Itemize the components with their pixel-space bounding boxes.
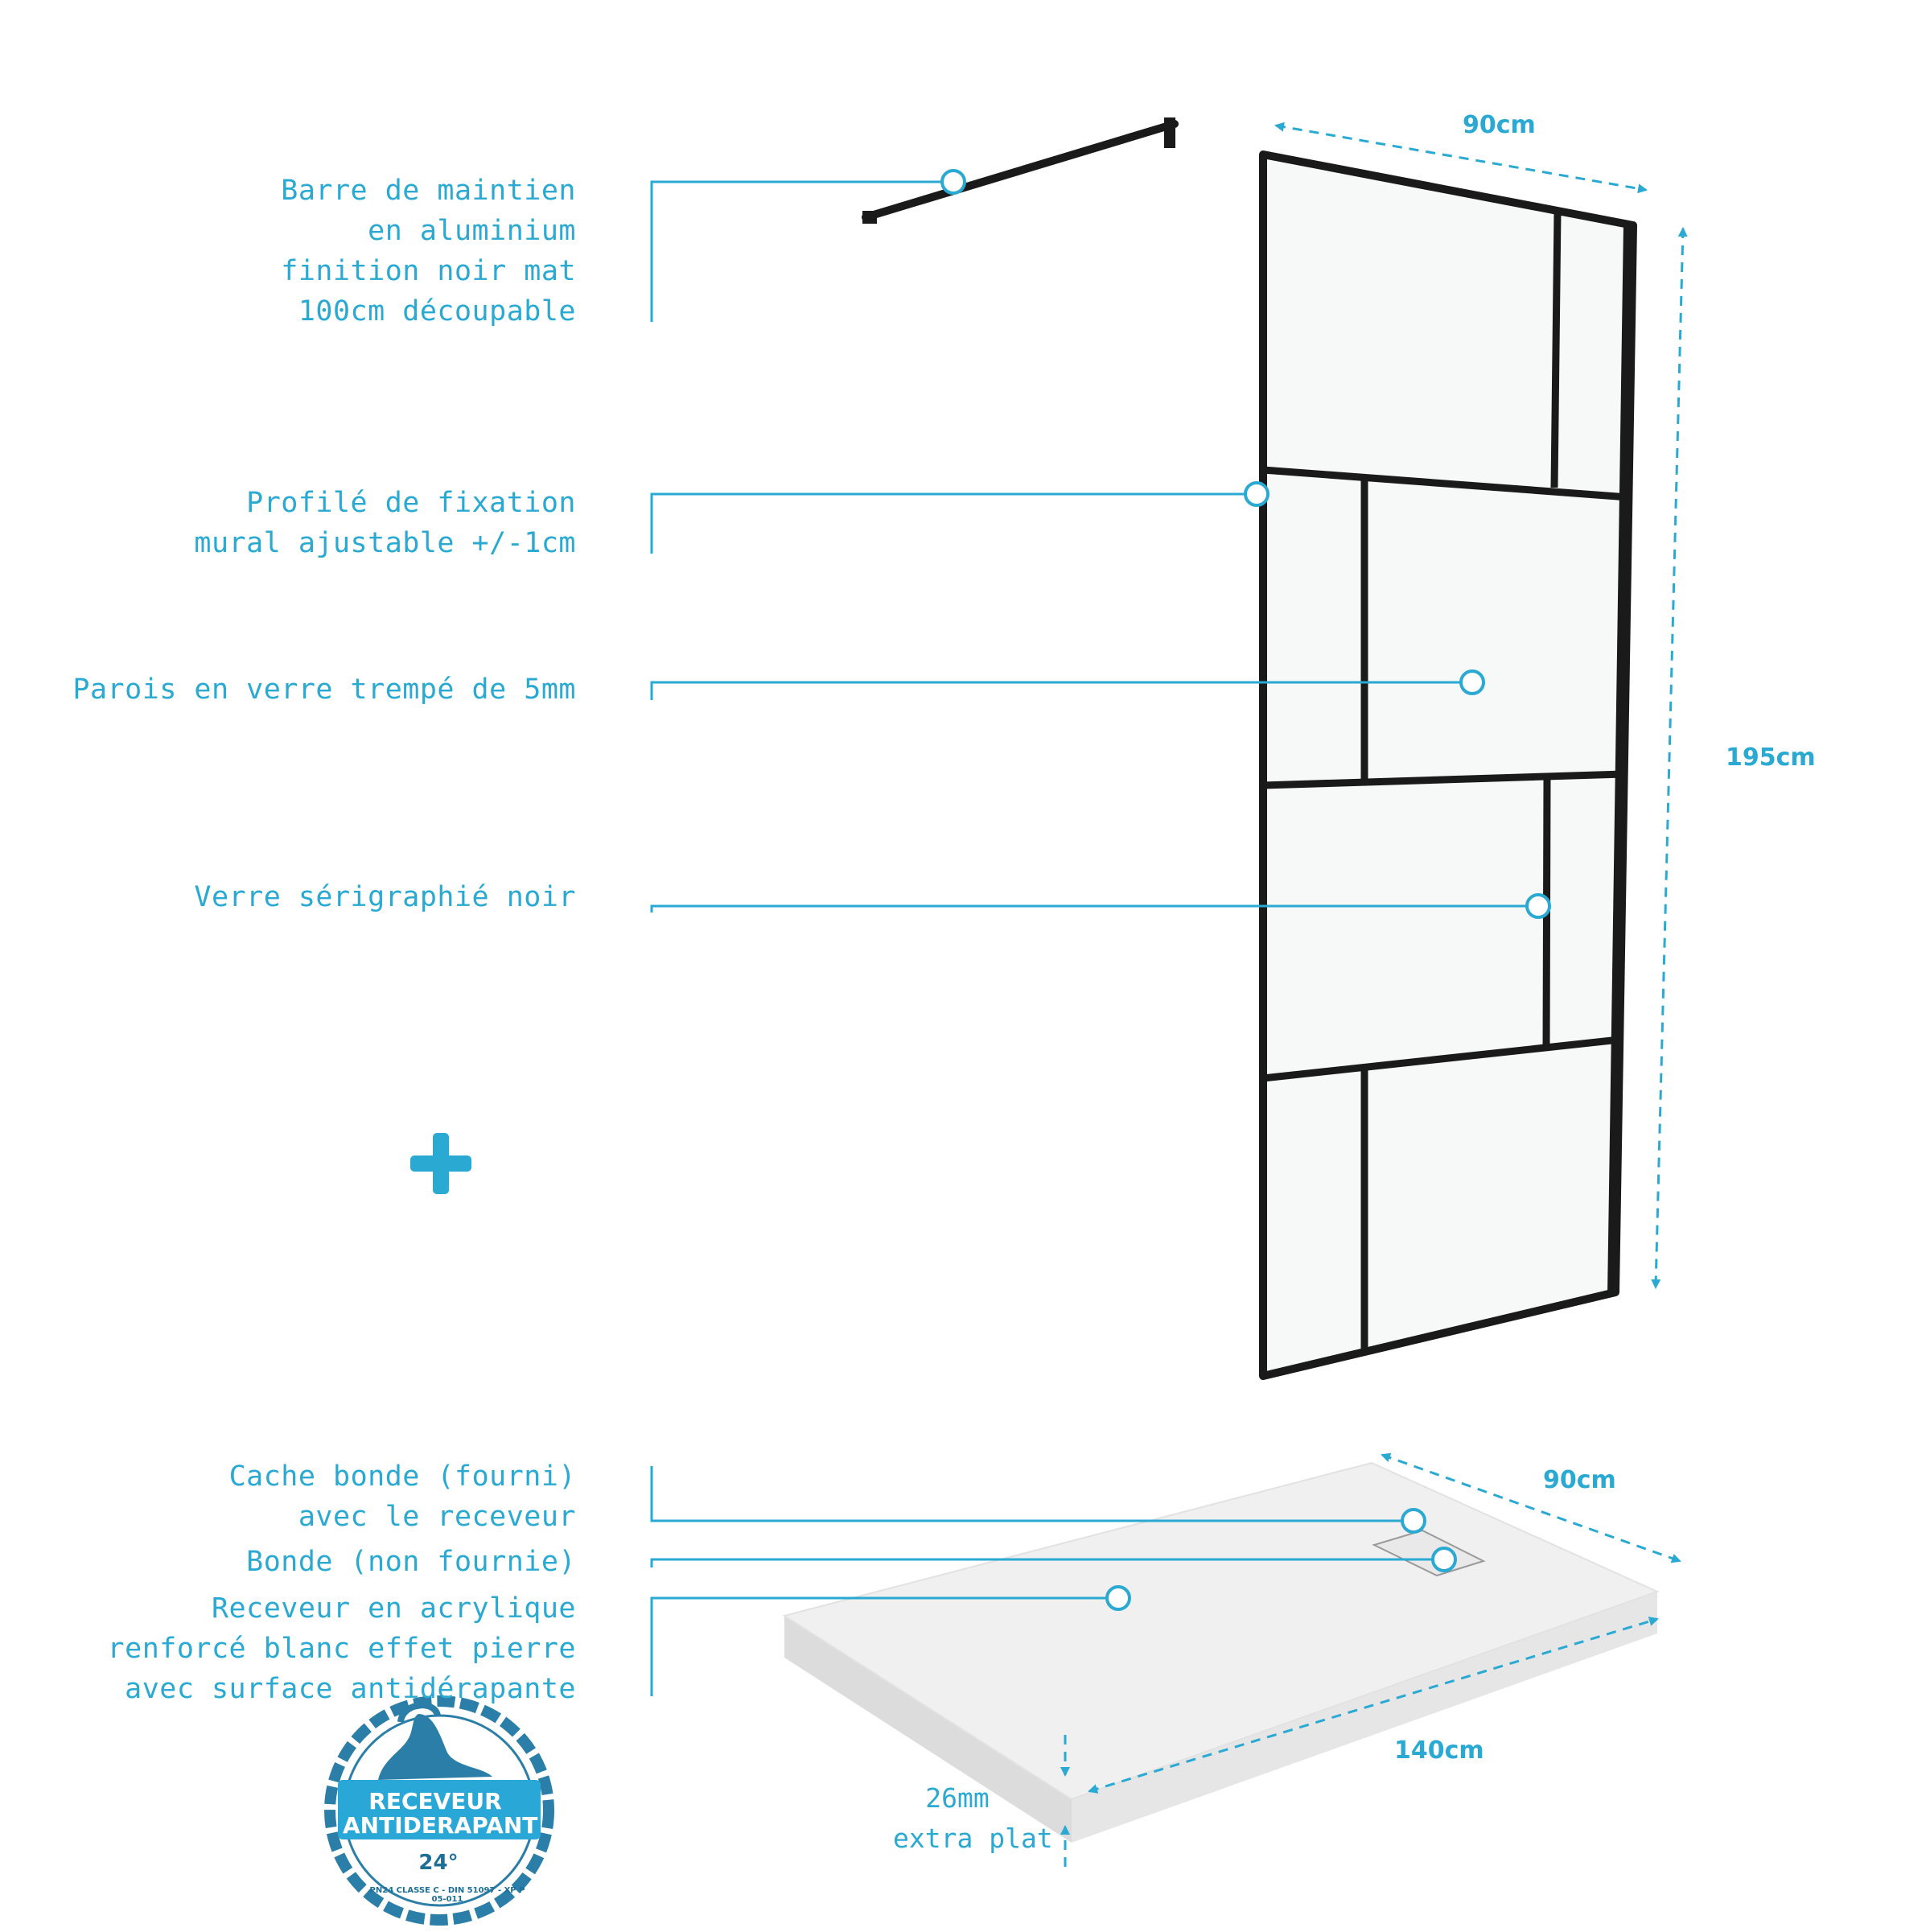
label-holding-bar: Barre de maintien en aluminium finition noir mat 100cm découpable bbox=[281, 175, 576, 327]
plus-sign bbox=[410, 1133, 471, 1194]
label-tempered-glass: Parois en verre trempé de 5mm bbox=[72, 674, 576, 706]
dim-tray-height: 26mm extra plat bbox=[893, 1782, 1053, 1854]
label-wall-profile: Profilé de fixation mural ajustable +/-1cm bbox=[194, 487, 576, 559]
label-drain: Bonde (non fournie) bbox=[246, 1546, 576, 1578]
dim-panel-height: 195cm bbox=[1726, 744, 1816, 772]
label-drain-cover: Cache bonde (fourni) avec le receveur bbox=[228, 1460, 576, 1533]
label-shower-tray: Receveur en acrylique renforcé blanc effet pierre avec surface antidérapante bbox=[107, 1592, 576, 1705]
holding-bar bbox=[862, 117, 1175, 224]
badge-norm: PN24 CLASSE C - DIN 51097 - XP P 05-011 bbox=[369, 1886, 525, 1904]
badge-label: RECEVEUR ANTIDERAPANT bbox=[343, 1788, 538, 1839]
badge-angle: 24° bbox=[418, 1851, 459, 1875]
label-screen-printed-glass: Verre sérigraphié noir bbox=[194, 881, 576, 913]
dim-tray-width: 90cm bbox=[1543, 1466, 1616, 1494]
dim-panel-width: 90cm bbox=[1463, 111, 1536, 139]
glass-panel bbox=[1263, 154, 1636, 1376]
dim-tray-length: 140cm bbox=[1394, 1736, 1484, 1765]
